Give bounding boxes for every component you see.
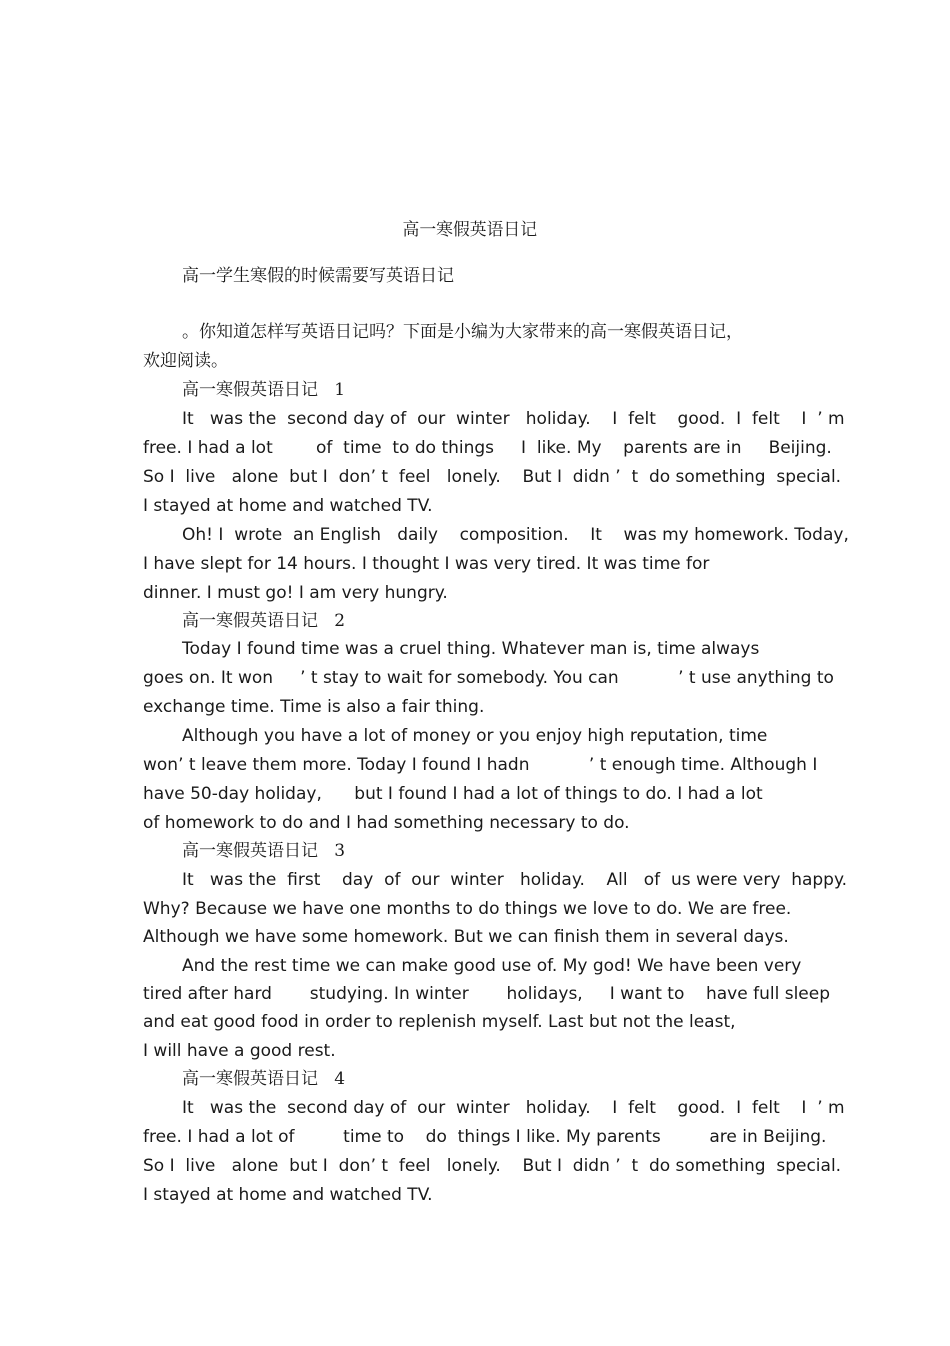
paragraph-line: have 50-day holiday, but I found I had a lot of things to do. I had a lot (143, 784, 763, 804)
paragraph-line: So I live alone but I don’ t feel lonely. But I didn ’ t do something special. (143, 1156, 842, 1176)
paragraph-line: I stayed at home and watched TV. (143, 1185, 433, 1205)
paragraph-line: And the rest time we can make good use of. My god! We have been very (182, 956, 802, 976)
intro-line: 。你知道怎样写英语日记吗？下面是小编为大家带来的高一寒假英语日记， (182, 322, 743, 342)
paragraph-line: free. I had a lot of time to do things I like. My parents are in Beijing. (143, 438, 832, 458)
paragraph-line: It was the second day of our winter holiday. I felt good. I felt I ’ m (182, 1098, 845, 1118)
document-title: 高一寒假英语日记 (402, 220, 538, 240)
paragraph-line: Although you have a lot of money or you enjoy high reputation, time (182, 726, 768, 746)
paragraph-line: tired after hard studying. In winter holidays, I want to have full sleep (143, 984, 831, 1004)
section-heading: 高一寒假英语日记 4 (182, 1069, 346, 1089)
section-heading: 高一寒假英语日记 1 (182, 380, 346, 400)
paragraph-line: goes on. It won ’ t stay to wait for somebody. You can ’ t use anything to (143, 668, 834, 688)
paragraph-line: It was the first day of our winter holiday. All of us were very happy. (182, 870, 848, 890)
paragraph-line: I will have a good rest. (143, 1041, 336, 1061)
intro-line: 欢迎阅读。 (143, 351, 228, 371)
paragraph-line: and eat good food in order to replenish myself. Last but not the least, (143, 1012, 736, 1032)
paragraph-line: free. I had a lot of time to do things I like. My parents are in Beijing. (143, 1127, 827, 1147)
paragraph-line: won’ t leave them more. Today I found I hadn ’ t enough time. Although I (143, 755, 818, 775)
paragraph-line: exchange time. Time is also a fair thing. (143, 697, 485, 717)
paragraph-line: Oh! I wrote an English daily composition. It was my homework. Today, (182, 525, 849, 545)
paragraph-line: I stayed at home and watched TV. (143, 496, 433, 516)
paragraph-line: I have slept for 14 hours. I thought I was very tired. It was time for (143, 554, 710, 574)
intro-line: 高一学生寒假的时候需要写英语日记 (182, 266, 454, 286)
paragraph-line: Today I found time was a cruel thing. Whatever man is, time always (182, 639, 760, 659)
paragraph-line: Why? Because we have one months to do things we love to do. We are free. (143, 899, 792, 919)
section-heading: 高一寒假英语日记 3 (182, 841, 346, 861)
paragraph-line: So I live alone but I don’ t feel lonely. But I didn ’ t do something special. (143, 467, 842, 487)
paragraph-line: It was the second day of our winter holiday. I felt good. I felt I ’ m (182, 409, 845, 429)
paragraph-line: dinner. I must go! I am very hungry. (143, 583, 448, 603)
section-heading: 高一寒假英语日记 2 (182, 611, 346, 631)
paragraph-line: of homework to do and I had something necessary to do. (143, 813, 630, 833)
paragraph-line: Although we have some homework. But we can finish them in several days. (143, 927, 789, 947)
